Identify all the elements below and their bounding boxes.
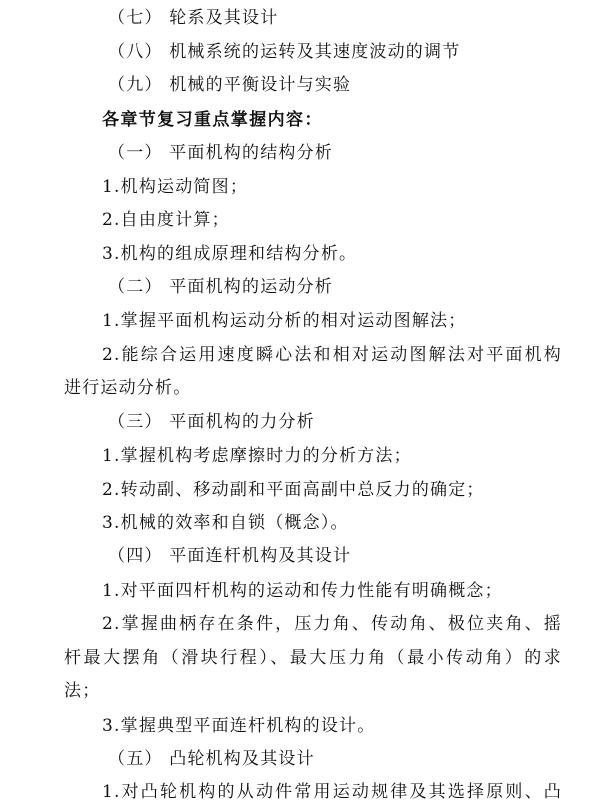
chapter-4-item-1: 1.对平面四杆机构的运动和传力性能有明确概念； (102, 581, 503, 601)
chapter-3-item-2: 2.转动副、移动副和平面高副中总反力的确定； (102, 480, 485, 500)
chapter-2-heading: （二） 平面机构的运动分析 (108, 277, 334, 297)
chapter-1-heading: （一） 平面机构的结构分析 (108, 143, 334, 163)
review-key-points-heading: 各章节复习重点掌握内容： (102, 110, 323, 130)
chapter-3-item-3: 3.机械的效率和自锁（概念）。 (102, 513, 349, 533)
chapter-4-item-2-end: 法； (64, 681, 101, 701)
chapter-4-item-2: 2.掌握曲柄存在条件，压力角、传动角、极位夹角、摇 (102, 614, 562, 634)
chapter-4-item-2-continued: 杆最大摆角（滑块行程）、最大压力角（最小传动角）的求 (64, 648, 562, 668)
section-heading-9: （九） 机械的平衡设计与实验 (108, 75, 352, 95)
section-heading-7: （七） 轮系及其设计 (108, 8, 279, 28)
chapter-3-item-1: 1.掌握机构考虑摩擦时力的分析方法； (102, 446, 412, 466)
chapter-3-heading: （三） 平面机构的力分析 (108, 412, 315, 432)
chapter-5-item-1: 1.对凸轮机构的从动件常用运动规律及其选择原则、凸 (102, 782, 562, 802)
chapter-2-item-2-continued: 进行运动分析。 (64, 378, 192, 398)
chapter-4-heading: （四） 平面连杆机构及其设计 (108, 546, 352, 566)
chapter-1-item-1: 1.机构运动简图； (102, 177, 249, 197)
section-heading-8: （八） 机械系统的运转及其速度波动的调节 (108, 42, 461, 62)
chapter-1-item-3: 3.机构的组成原理和结构分析。 (102, 244, 358, 264)
chapter-2-item-2: 2.能综合运用速度瞬心法和相对运动图解法对平面机构 (102, 345, 562, 365)
chapter-4-item-3: 3.掌握典型平面连杆机构的设计。 (102, 716, 376, 736)
chapter-5-heading: （五） 凸轮机构及其设计 (108, 749, 315, 769)
chapter-1-item-2: 2.自由度计算； (102, 210, 230, 230)
chapter-2-item-1: 1.掌握平面机构运动分析的相对运动图解法； (102, 311, 467, 331)
